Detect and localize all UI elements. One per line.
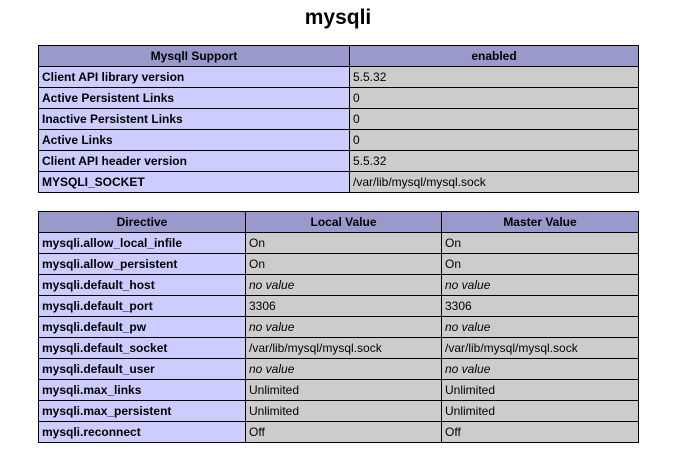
directive-name: mysqli.max_persistent: [39, 401, 246, 422]
table-row: [39, 172, 639, 193]
local-value: Unlimited: [246, 380, 442, 401]
support-header-status: enabled: [350, 46, 639, 67]
master-value-header: Master Value: [442, 212, 639, 233]
directive-name: mysqli.allow_local_infile: [39, 233, 246, 254]
directive-name: mysqli.max_links: [39, 380, 246, 401]
directive-name: mysqli.default_user: [39, 359, 246, 380]
table-row: [39, 422, 639, 443]
local-value: no value: [246, 317, 442, 338]
support-value: /var/lib/mysql/mysql.sock: [350, 172, 639, 193]
table-row: [39, 275, 639, 296]
table-row: [39, 151, 639, 172]
local-value: no value: [246, 359, 442, 380]
directive-name: mysqli.allow_persistent: [39, 254, 246, 275]
master-value: no value: [442, 359, 639, 380]
master-value: Unlimited: [442, 380, 639, 401]
mysqli-support-table: [38, 45, 639, 193]
table-row: [39, 109, 639, 130]
page-title: mysqli: [304, 6, 372, 29]
local-value: /var/lib/mysql/mysql.sock: [246, 338, 442, 359]
support-label: Inactive Persistent Links: [39, 109, 350, 130]
local-value: On: [246, 233, 442, 254]
table-row: [39, 233, 639, 254]
support-header-row: [39, 46, 639, 67]
master-value: no value: [442, 317, 639, 338]
local-value: 3306: [246, 296, 442, 317]
directive-name: mysqli.reconnect: [39, 422, 246, 443]
directive-name: mysqli.default_socket: [39, 338, 246, 359]
table-row: [39, 401, 639, 422]
support-label: MYSQLI_SOCKET: [39, 172, 350, 193]
support-value: 0: [350, 130, 639, 151]
master-value: Unlimited: [442, 401, 639, 422]
directive-header-row: [39, 212, 639, 233]
table-row: [39, 317, 639, 338]
table-row: [39, 338, 639, 359]
table-row: [39, 359, 639, 380]
local-value: On: [246, 254, 442, 275]
support-value: 0: [350, 109, 639, 130]
table-row: [39, 67, 639, 88]
mysqli-directive-table: [38, 211, 639, 443]
master-value: Off: [442, 422, 639, 443]
support-value: 5.5.32: [350, 67, 639, 88]
support-value: 5.5.32: [350, 151, 639, 172]
master-value: 3306: [442, 296, 639, 317]
support-label: Active Links: [39, 130, 350, 151]
support-label: Client API library version: [39, 67, 350, 88]
local-value-header: Local Value: [246, 212, 442, 233]
table-row: [39, 88, 639, 109]
master-value: On: [442, 233, 639, 254]
support-header-feature: MysqlI Support: [39, 46, 350, 67]
table-row: [39, 254, 639, 275]
master-value: /var/lib/mysql/mysql.sock: [442, 338, 639, 359]
local-value: no value: [246, 275, 442, 296]
table-row: [39, 380, 639, 401]
support-label: Active Persistent Links: [39, 88, 350, 109]
master-value: no value: [442, 275, 639, 296]
local-value: Unlimited: [246, 401, 442, 422]
master-value: On: [442, 254, 639, 275]
support-value: 0: [350, 88, 639, 109]
directive-name: mysqli.default_pw: [39, 317, 246, 338]
support-label: Client API header version: [39, 151, 350, 172]
directive-header: Directive: [39, 212, 246, 233]
directive-name: mysqli.default_port: [39, 296, 246, 317]
directive-name: mysqli.default_host: [39, 275, 246, 296]
table-row: [39, 130, 639, 151]
table-row: [39, 296, 639, 317]
local-value: Off: [246, 422, 442, 443]
